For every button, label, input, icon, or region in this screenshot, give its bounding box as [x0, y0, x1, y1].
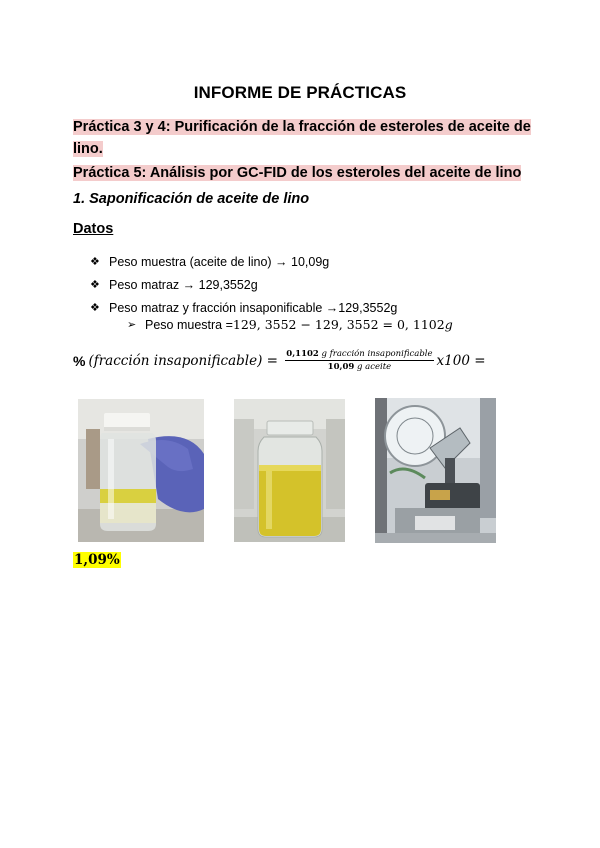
fraction-denominator: 10,09 g aceite: [327, 362, 392, 372]
fraction-numerator: 0,1102 g fracción insaponificable: [286, 349, 433, 359]
diamond-bullet-icon: ❖: [90, 279, 100, 291]
sub-bullet-expression: 129, 3552 − 129, 3552 = 0, 1102: [232, 317, 445, 332]
diamond-bullet-icon: ❖: [90, 302, 100, 314]
bullet-text: Peso muestra (aceite de lino) → 10,09g: [109, 254, 330, 269]
bullet-text: Peso matraz y fracción insaponificable →129,3552g: [109, 300, 398, 315]
list-item: [90, 273, 397, 296]
formula-tail: x100 =: [436, 352, 486, 369]
sub-bullet-item: [127, 317, 453, 332]
bullet-text: Peso matraz → 129,3552g: [109, 277, 258, 292]
sub-bullet-unit: g: [444, 317, 453, 332]
formula-lhs: (fracción insaponificable): [88, 352, 263, 369]
arrowhead-bullet-icon: ➢: [127, 319, 137, 331]
jar-held-by-gloved-hand-photo: [78, 399, 204, 542]
jar-with-yellow-liquid-photo: [234, 399, 345, 542]
practica-3-4-heading: [73, 116, 543, 160]
formula-percent-sign: %: [73, 352, 86, 369]
rotary-evaporator-photo: [375, 398, 496, 543]
data-bullet-list: [90, 250, 397, 319]
practica-3-4-text: Práctica 3 y 4: Purificación de la fracción de esteroles de aceite de lino.: [73, 119, 531, 157]
document-title: INFORME DE PRÁCTICAS: [193, 83, 407, 102]
practica-5-text: Práctica 5: Análisis por GC-FID de los esteroles del aceite de lino: [73, 165, 522, 181]
diamond-bullet-icon: ❖: [90, 256, 100, 268]
datos-heading: Datos: [73, 221, 114, 237]
list-item: [90, 250, 397, 273]
practica-5-heading: [73, 163, 521, 183]
formula-fraction: [285, 349, 433, 372]
formula-equals: =: [262, 352, 283, 369]
result-value: 1,09%: [74, 552, 120, 568]
section-1-heading: 1. Saponificación de aceite de lino: [73, 191, 310, 207]
sub-bullet-label: Peso muestra =: [145, 317, 233, 332]
list-item: [90, 296, 397, 319]
percentage-formula: [73, 349, 486, 372]
